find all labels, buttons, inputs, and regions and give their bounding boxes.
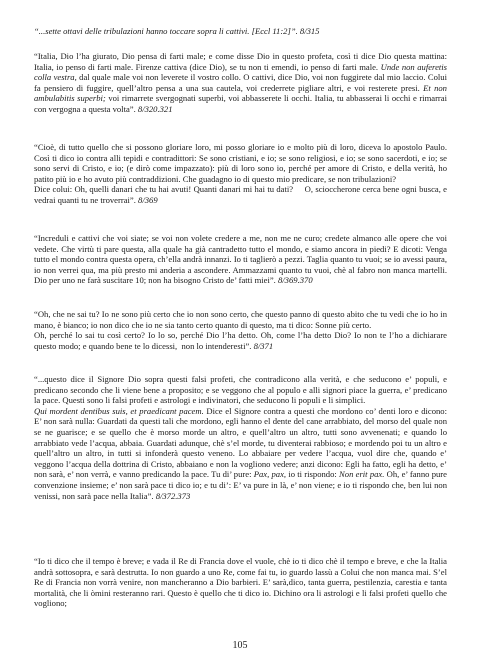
quote-3: [34, 142, 452, 206]
quote-2-part: “Italia, Dio l’ha giurato, Dio pensa di farti male; e come disse Dio in questo profeta, così ti dice Dio questa mattina: Italia, io penso di farti male. Firenze cattiva (dice Dio), se tu non ti emendi, io penso di farti male.: [34, 51, 447, 72]
quote-2-part: voi rimarrete svergognati superbi, voi abbasserete li occhi. Italia, tu abbasserai li occhi e rimarrai con vergogna a questa volta”.: [34, 93, 447, 114]
quote-5-citation: 8/371: [253, 340, 274, 351]
quote-1: [34, 26, 447, 37]
quote-3-citation: 8/369: [138, 194, 158, 205]
quote-6-part: Dice el Signore contra a questi che mordono co’ denti loro e dicono: E’ non sarà nulla: Guardati da questi tali che mordono, egli hanno el dente del cane arrabbiato, del morso del quale non se ne guarisce; e se quello che è morso morde un altro, e quell’altro un altro, tutti sono avvenenati; e quando lo arrabbiato vede l’acqua, abbaia. Guardati adunque, chè s’el morde, tu diventerai rabbioso; e mordendo poi tu un altro e quell’altro un altro, in tutti si infonderà questo veneno. Lo abbaiare per vedere l’acqua, vuol dire che, quando e’ veggono l’acqua della dottrina di Cristo, abbaiano e non la vogliono vedere; anzi dicono: Egli ha fatto, egli ha detto, e’ non sarà, e’ non verrà, e vanno predicando la pace. Tu di’ pure:: [34, 405, 447, 480]
quote-6-part: io ti rispondo:: [288, 469, 337, 480]
quote-2: [34, 51, 447, 115]
quote-6: [34, 374, 447, 501]
quote-7-text: “Io ti dico che il tempo è breve; e vada il Re di Francia dove el vuole, chè io ti dico chè il tempo e breve, e che la Italia andrà sottosopra, e sarà destrutta. Io non guardo a uno Re, come fai tu, io guardo lassù a Colui che non manca mai. S’el Re di Francia non vorrà venire, non mancheranno a Dio barbieri. E’ sarà,dico, tanta guerra, pestilenzia, carestia e tanta mortalità, che li òmini resteranno rari. Questo è quello che ti dico io. Dichino ora li astrologi e li falsi profeti quello che vogliono;: [34, 556, 447, 609]
quote-3-dialogue: [34, 184, 452, 205]
quote-1-text: “...sette ottavi delle tribulazioni hanno toccare sopra li cattivi. [Eccl 11:2]”. 8/315: [34, 26, 320, 36]
quote-4-text: [34, 233, 447, 286]
quote-2-latin: Et non ambulabitis superbi;: [34, 82, 447, 104]
quote-4-part: “Increduli e cattivi che voi siate; se voi non volete credere a me, non me ne curo; credete almanco alle opere che voi vedete. Che virtù ti pare questa, alla quale ha già cantradetto tutto el mondo, e siamo ancora in piedi? E dicoti: Venga tutto el mondo contra questa opera, ch’ella andrà innanzi. Io ti taglierò a pezzi. Taglia quanto tu vuoi; se io avessi paura, io non verrei qua, ma più presto mi anderia a ascondere. Ammazzami quanto tu vuoi, chè al fabro non manca martelli. Dio per uno ne farà suscitare 10; non ha bisogno Cristo de’ fatti miei”.: [34, 233, 447, 286]
quote-2-text: [34, 51, 447, 115]
quote-5-dialogue: [34, 330, 450, 351]
quote-2-part: dal quale male voi non leverete il vostro collo. O cattivi, dice Dio, voi non fuggirete dal mio laccio. Colui fa pensiero di fuggire, quell’altro pensa a una sua cautela, voi crederrete pigliare altri, e voi resterete presi.: [34, 72, 447, 93]
quote-5: [34, 309, 450, 351]
quote-3-text: “Cioè, di tutto quello che si possono gloriare loro, mi posso gloriare io e molto più di loro, diceva lo apostolo Paulo. Così ti dico io contra alli tepidi e contradittori: Se sono cristiani, e io; se sono religiosi, e io; se sono sacerdoti, e io; se sono servi di Cristo, e io; (e dirò come impazzato): più di loro sono io, perché per amore di Cristo, e della verità, ho patito più io e ho avuto più contraddizioni. Che guadagno io di questo mio predicare, se non tribulazioni?: [34, 142, 447, 184]
quote-5-text: “Oh, che ne sai tu? Io ne sono più certo che io non sono certo, che questo panno di questo abito che tu vedi che io ho in mano, è bianco; io non dico che io ne sia tanto certo quanto di questo, ma ti dico: Sonne più certo.: [34, 309, 447, 330]
quote-6-part: Oh, e’ fanno pure convenzione insieme; e’ non sarà pace ti dico io; e tu di’: E’ va pure in là, e’ non viene; e io ti rispondo che, ben lui non venissi, non sarà pace nella Italia”.: [34, 469, 447, 501]
quote-6-citation: 8/372.373: [155, 490, 191, 501]
page-number: 105: [232, 640, 248, 651]
quote-6-text: [34, 406, 447, 501]
quote-2-latin: Unde non auferetis colla vestra,: [34, 61, 448, 83]
quote-5-part: Oh, perché lo sai tu così certo? Io lo so, perché Dio l’ha detto. Oh, come l’ha detto Dio? Io non te l’ho a dichiarare questo modo; e quando bene te lo dicessi, non lo intenderesti”.: [34, 330, 450, 351]
quote-6-latin: Qui mordent dentibus suis, et praedicant pacem.: [34, 405, 204, 416]
quote-6-latin: Non erit pax.: [339, 469, 385, 480]
quote-7: [34, 556, 447, 609]
quote-3-part: Dice colui: Oh, quelli danari che tu hai avuti! Quanti danari mi hai tu dati? O, scioccherone cerca bene ogni busca, e vedrai quanti tu ne troverrai”.: [34, 184, 452, 205]
quote-6-text: “...questo dice il Signore Dio sopra questi falsi profeti, che contradicono alla verità, e che seducono e’ populi, e predicano secondo che li viene bene a proposito; e se veggono che al populo e alli signori piace la guerra, e’ predicano la pace. Questi sono li falsi profeti e astrologi e indivinatori, che seducono li populi e li simplici.: [34, 374, 447, 406]
quote-4: [34, 233, 447, 286]
quote-4-citation: 8/369.370: [278, 275, 313, 286]
quote-6-latin: Pax, pax,: [253, 469, 287, 480]
quote-2-citation: 8/320.321: [137, 103, 173, 114]
